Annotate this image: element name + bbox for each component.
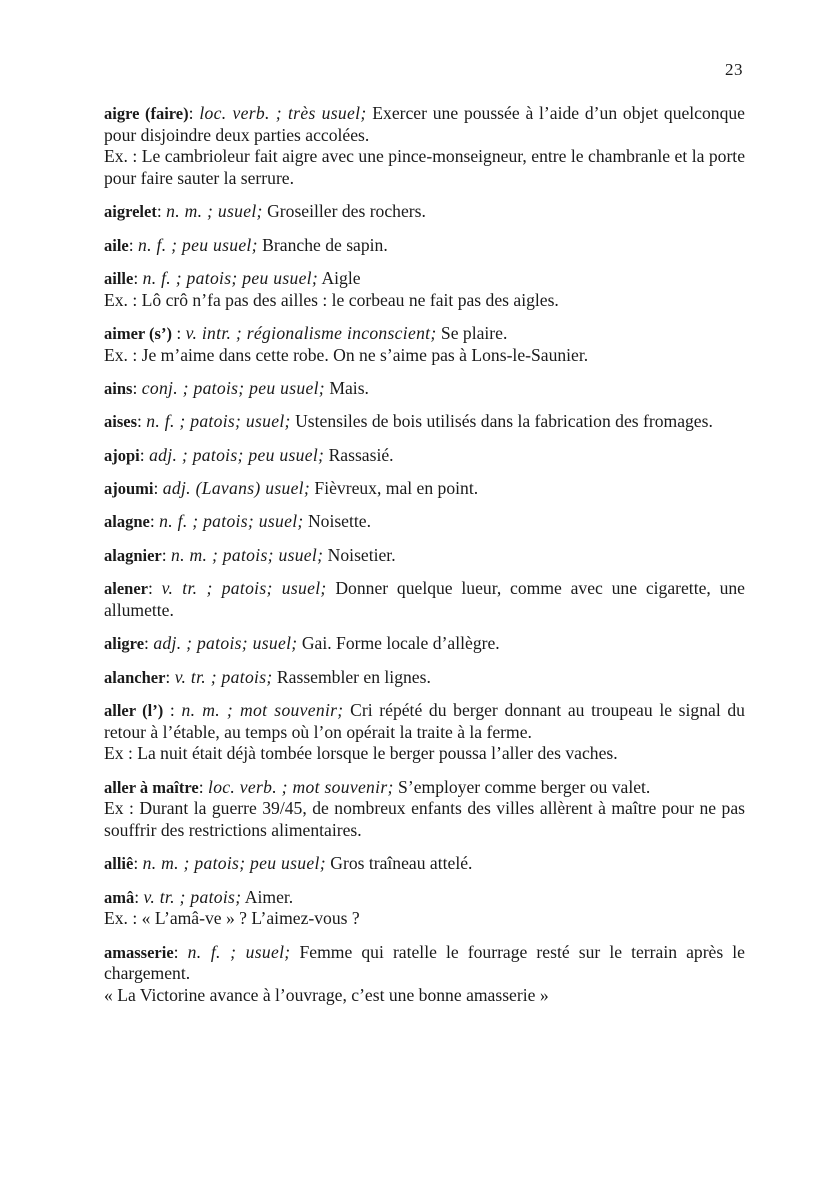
entry-example: Ex : Durant la guerre 39/45, de nombreux enfants des villes allèrent à maître pour ne pas souffrir des restrictions alimentaires. <box>104 798 745 840</box>
entry-grammar: v. intr. ; régionalisme inconscient; <box>185 322 437 343</box>
entry-grammar: n. m. ; patois; usuel; <box>171 544 324 565</box>
entry-definition-line <box>104 545 745 567</box>
entry-separator: : <box>147 578 162 599</box>
entry-definition: Noisette. <box>303 511 371 532</box>
entry-definition-line <box>104 887 745 909</box>
dictionary-entry <box>104 511 745 533</box>
entry-example: Ex : La nuit était déjà tombée lorsque le berger poussa l’aller des vaches. <box>104 743 618 764</box>
entry-headword: ains <box>104 378 133 398</box>
entry-separator: : <box>165 666 175 687</box>
entry-definition-line <box>104 667 745 689</box>
dictionary-entry <box>104 578 745 621</box>
entry-definition: Se plaire. <box>436 322 508 343</box>
entry-definition: Rassembler en lignes. <box>272 666 431 687</box>
entry-definition: Gai. Forme locale d’allègre. <box>297 633 500 654</box>
entry-example: Ex. : « L’amâ-ve » ? L’aimez-vous ? <box>104 908 360 929</box>
entry-definition-line <box>104 942 745 985</box>
entry-grammar: n. f. ; patois; usuel; <box>146 411 291 432</box>
entry-headword: alagne <box>104 512 150 532</box>
dictionary-entry <box>104 411 745 433</box>
dictionary-entry <box>104 478 745 500</box>
dictionary-entry <box>104 201 745 223</box>
entry-definition: Exercer une poussée à l’aide d’un objet quelconque pour disjoindre deux parties accolées. <box>104 103 745 145</box>
entry-headword: amâ <box>104 887 135 907</box>
entry-headword: aimer (s’) <box>104 323 172 343</box>
entry-definition: Mais. <box>324 377 369 398</box>
dictionary-entry <box>104 235 745 257</box>
entry-separator: : <box>149 511 160 532</box>
entry-definition: S’employer comme berger ou valet. <box>393 776 651 797</box>
entry-separator: : <box>139 444 150 465</box>
entry-grammar: adj. ; patois; usuel; <box>153 633 298 654</box>
entry-grammar: adj. (Lavans) usuel; <box>162 478 311 499</box>
entry-definition: Ustensiles de bois utilisés dans la fabrication des fromages. <box>290 411 713 432</box>
entry-example: Ex. : Je m’aime dans cette robe. On ne s’aime pas à Lons-le-Saunier. <box>104 344 589 365</box>
entry-definition-line <box>104 700 745 743</box>
entry-definition: Donner quelque lueur, comme avec une cigarette, une allumette. <box>104 578 745 620</box>
entry-separator: : <box>161 544 172 565</box>
entry-example: Ex. : Le cambrioleur fait aigre avec une pince-monseigneur, entre le chambranle et la porte pour faire sauter la serrure. <box>104 146 745 188</box>
entry-separator: : <box>144 633 154 654</box>
entry-separator: : <box>133 267 143 288</box>
entry-definition-line <box>104 201 745 223</box>
entry-grammar: v. tr. ; patois; usuel; <box>161 578 327 599</box>
entry-grammar: n. m. ; mot souvenir; <box>181 700 344 721</box>
entry-definition: Groseiller des rochers. <box>262 201 426 222</box>
entry-example: « La Victorine avance à l’ouvrage, c’est une bonne amasserie » <box>104 984 549 1005</box>
entry-definition: Femme qui ratelle le fourrage resté sur le terrain après le chargement. <box>104 941 745 984</box>
entry-definition-line <box>104 633 745 655</box>
entry-definition-line <box>104 445 745 467</box>
entry-definition-line <box>104 103 745 146</box>
entry-grammar: loc. verb. ; mot souvenir; <box>208 776 394 797</box>
entry-separator: : <box>134 886 144 907</box>
entry-separator: : <box>137 411 147 432</box>
entry-headword: aigre (faire) <box>104 104 189 123</box>
entry-headword: aller (l’) <box>104 701 164 721</box>
entry-definition-line <box>104 378 745 400</box>
entry-separator: : <box>133 853 143 874</box>
entry-grammar: adj. ; patois; peu usuel; <box>149 444 325 465</box>
dictionary-entry <box>104 942 745 1007</box>
dictionary-entry <box>104 268 745 311</box>
entry-separator: : <box>132 377 142 398</box>
entry-separator: : <box>156 201 167 222</box>
dictionary-entry <box>104 853 745 875</box>
entry-headword: aigrelet <box>104 202 157 222</box>
entry-definition: Aigle <box>318 267 361 288</box>
entry-definition-line <box>104 268 745 290</box>
dictionary-entries <box>104 103 745 1018</box>
entry-grammar: n. f. ; usuel; <box>187 941 291 962</box>
entry-headword: ajopi <box>104 445 140 465</box>
entry-headword: alener <box>104 579 148 599</box>
dictionary-entry <box>104 378 745 400</box>
entry-headword: alancher <box>104 667 166 687</box>
entry-definition: Cri répété du berger donnant au troupeau le signal du retour à l’étable, au temps où l’on opérait la traite à la ferme. <box>104 700 745 742</box>
entry-definition-line <box>104 411 745 433</box>
entry-grammar: n. f. ; patois; peu usuel; <box>142 267 319 288</box>
entry-definition: Noisetier. <box>323 544 396 565</box>
entry-headword: alagnier <box>104 545 162 565</box>
entry-grammar: v. tr. ; patois; <box>143 886 242 907</box>
entry-definition: Gros traîneau attelé. <box>325 853 473 874</box>
entry-headword: amasserie <box>104 942 174 962</box>
entry-separator: : <box>153 478 163 499</box>
dictionary-entry <box>104 445 745 467</box>
entry-grammar: loc. verb. ; très usuel; <box>199 103 367 123</box>
entry-grammar: n. m. ; usuel; <box>166 201 263 222</box>
dictionary-entry <box>104 103 745 189</box>
entry-separator: : <box>128 234 139 255</box>
entry-headword: aligre <box>104 634 145 654</box>
entry-definition-line <box>104 478 745 500</box>
entry-grammar: conj. ; patois; peu usuel; <box>141 377 325 398</box>
entry-separator: : <box>163 700 182 721</box>
entry-definition-line <box>104 235 745 257</box>
entry-grammar: n. f. ; peu usuel; <box>138 234 258 255</box>
entry-headword: aises <box>104 412 137 432</box>
entry-grammar: n. f. ; patois; usuel; <box>159 511 304 532</box>
entry-headword: aller à maître <box>104 777 199 797</box>
entry-headword: alliê <box>104 854 134 874</box>
entry-grammar: n. m. ; patois; peu usuel; <box>142 853 326 874</box>
entry-definition: Branche de sapin. <box>257 234 388 255</box>
entry-example: Ex. : Lô crô n’fa pas des ailles : le corbeau ne fait pas des aigles. <box>104 289 559 310</box>
entry-definition-line <box>104 853 745 875</box>
entry-headword: aille <box>104 268 134 288</box>
entry-grammar: v. tr. ; patois; <box>174 666 273 687</box>
dictionary-entry <box>104 700 745 765</box>
dictionary-entry <box>104 633 745 655</box>
entry-separator: : <box>171 322 186 343</box>
entry-headword: aile <box>104 235 129 255</box>
entry-separator: : <box>198 776 208 797</box>
entry-definition: Rassasié. <box>324 444 394 465</box>
entry-definition: Aimer. <box>241 886 294 907</box>
dictionary-entry <box>104 545 745 567</box>
dictionary-entry <box>104 323 745 366</box>
entry-definition-line <box>104 323 745 345</box>
entry-definition-line <box>104 777 745 799</box>
page-number: 23 <box>725 60 743 79</box>
dictionary-entry <box>104 667 745 689</box>
entry-definition-line <box>104 511 745 533</box>
entry-headword: ajoumi <box>104 479 154 499</box>
entry-separator: : <box>188 103 200 123</box>
dictionary-entry <box>104 887 745 930</box>
entry-definition-line <box>104 578 745 621</box>
dictionary-entry <box>104 777 745 842</box>
entry-separator: : <box>173 941 188 962</box>
entry-definition: Fièvreux, mal en point. <box>310 478 479 499</box>
